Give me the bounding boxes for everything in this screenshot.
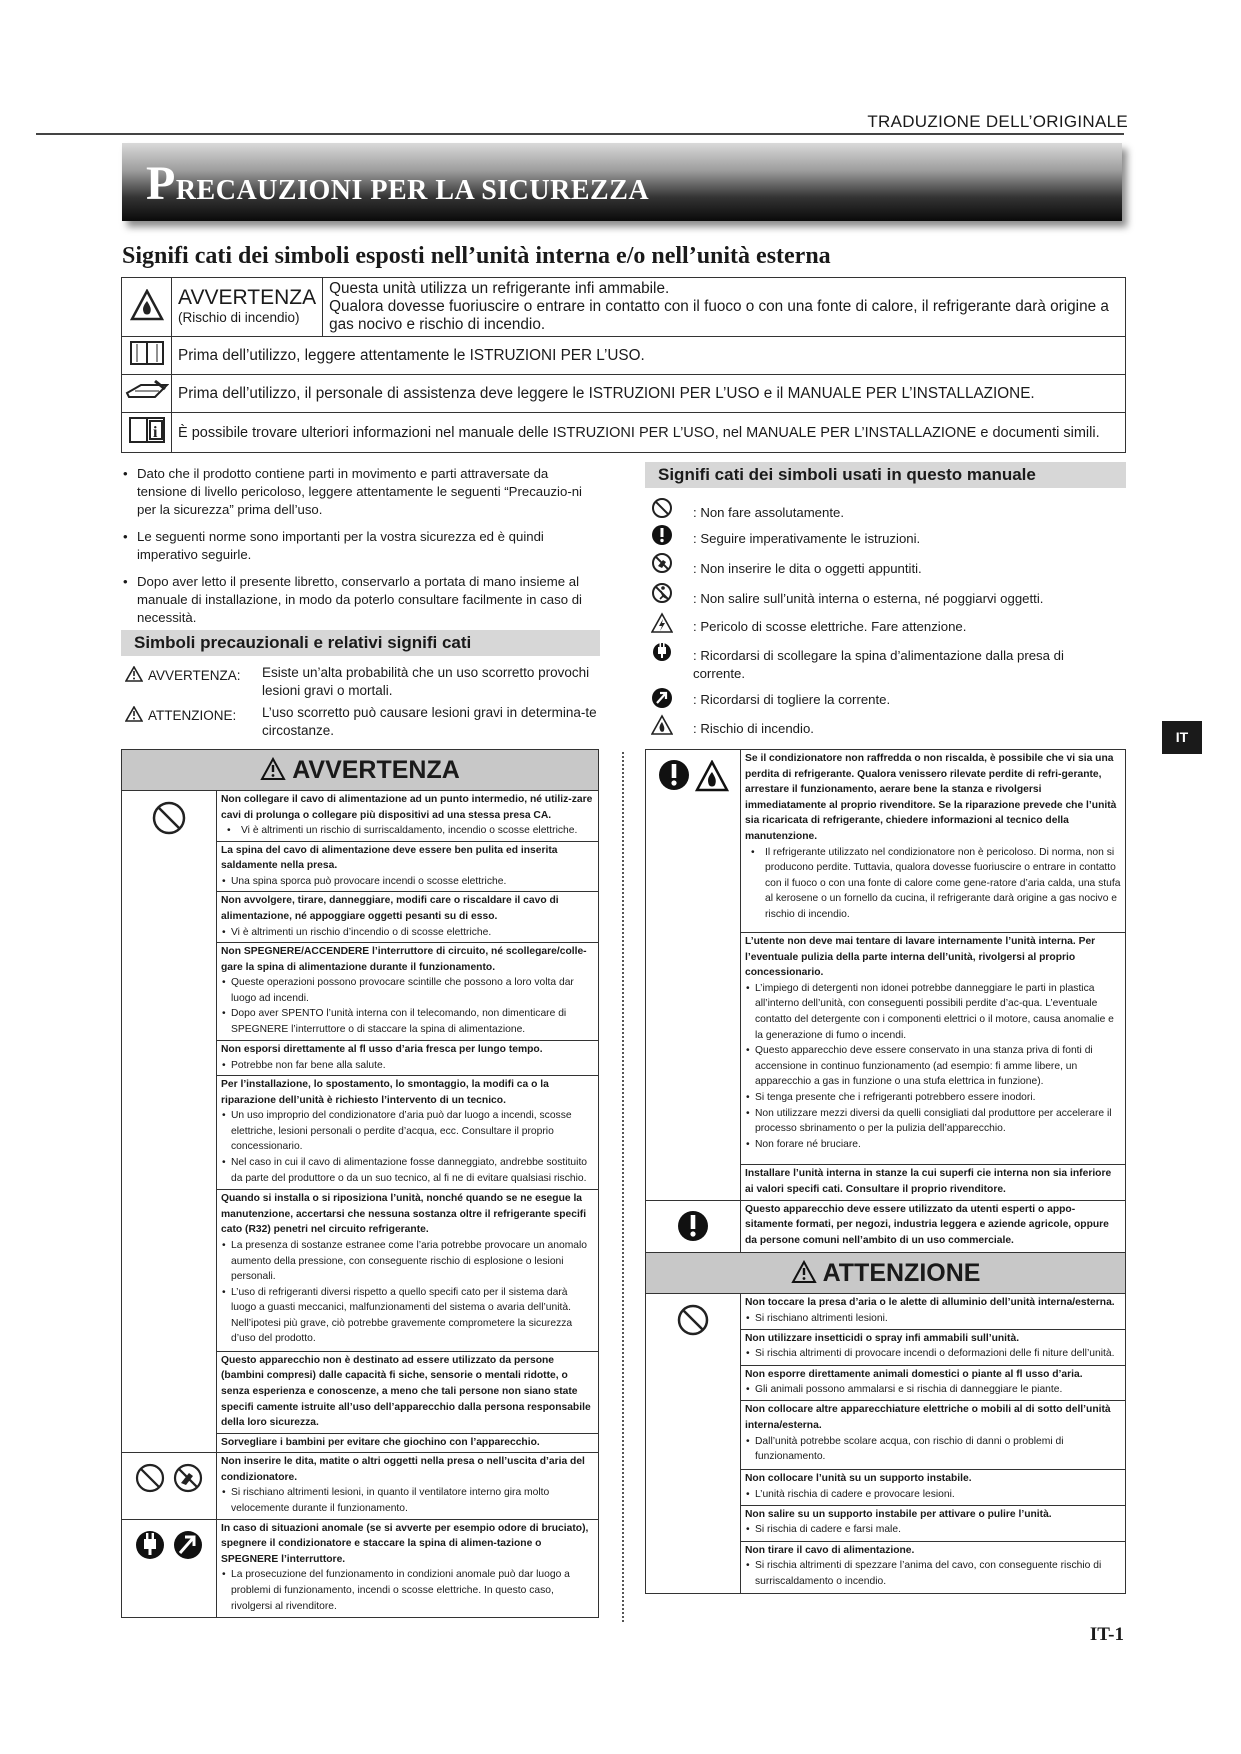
warning-item: Sorvegliare i bambini per evitare che giochino con l’apparecchio.	[217, 1434, 599, 1453]
flame-warning-icon	[651, 714, 677, 736]
service-row: Prima dell’utilizzo, il personale di assistenza deve leggere le ISTRUZIONI PER L’USO e il MANUALE PER L’INSTALLAZIONE.	[172, 375, 1126, 413]
mandatory-icon	[646, 1200, 741, 1252]
manual-row: Prima dell’utilizzo, leggere attentamente le ISTRUZIONI PER L’USO.	[172, 337, 1126, 375]
symbol-table	[121, 277, 1126, 453]
attenzione-meaning: L’uso scorretto può causare lesioni gravi in determina-te circostanze.	[262, 705, 597, 738]
warning-item: Non SPEGNERE/ACCENDERE l’interruttore di circuito, né scollegare/colle-gare la spina di alimentazione durante il funzionamento. • Queste operazioni possono provocare scintille che possono a loro volta dar luogo ad incendi. • Dopo aver SPENTO l’unità interna con il telecomando, non dimenticare di SPEGNERE l’interruttore o di staccare la spina di alimentazione.	[217, 942, 599, 1040]
avvertenza-meaning: Esiste un’alta probabilità che un uso scorretto provochi lesioni gravi o mortali.	[262, 665, 590, 698]
warning-item: Se il condizionatore non raffredda o non riscalda, è possibile che vi sia una perdita di refrigerante. Qualora venissero rilevate perdite di refri-gerante, arrestare il funzionamento, aerare bene la stanza e rivolgersi immediatamente al proprio rivenditore. Se la riparazione prevede che l’unità sia ricaricata di refrigerante, chiedere informazioni al tecnico della manutenzione. • Il refrigerante utilizzato nel condizionatore non è pericoloso. Di norma, non si producono perdite. Tuttavia, qualora dovesse fuoriuscire o entrare in contatto con il fuoco o con una fonte di calore come gene-ratore d’aria calda, una stufa al kerosene o un fornello da cucina, il refrigerante darà origine a gas nocivo e rischio di incendio.	[741, 750, 1126, 933]
title-banner	[122, 143, 1122, 221]
warning-item: Questo apparecchio deve essere utilizzato da utenti esperti o appo-sitamente formati, per negozi, industria leggera e aziende agricole, oppure da persone comuni nell’ambito di un uso commerciale.	[741, 1200, 1126, 1252]
right-warning-table	[645, 749, 1126, 1594]
refrigerant-text: Questa unità utilizza un refrigerante infi ammabile. Qualora dovesse fuoriuscire o entrare in contatto con il fuoco o con una fonte di calore, il refrigerante darà origine a gas nocivo e rischio di incendio.	[323, 278, 1126, 337]
intro-bullets	[123, 465, 598, 636]
warning-item: L’utente non deve mai tentare di lavare internamente l’unità interna. Per l’eventuale pulizia della parte interna dell’unità, rivolgersi al proprio concessionario. • L’impiego di detergenti non idonei potrebbe danneggiare le parti in plastica all’interno dell’unità, con conseguenti possibili perdite d’ac-qua. L’eventuale contatto del detergente con i componenti elettrici o il motore, causa anomalie e la generazione di fumo o incendi. • Questo apparecchio deve essere conservato in una stanza priva di fonti di accensione in continuo funzionamento (ad esempio: fi amme libere, un apparecchio a gas in funzione o una stufa elettrica in funzione). • Si tenga presente che i refrigeranti potrebbero essere inodori. • Non utilizzare mezzi diversi da quelli consigliati dal produttore per accelerare il processo sbrinamento o per la pulizia dell’apparecchio. • Non forare né bruciare.	[741, 932, 1126, 1164]
caution-table-header: ATTENZIONE	[646, 1253, 1126, 1294]
translation-note: TRADUZIONE DELL’ORIGINALE	[867, 112, 1128, 131]
caution-item: Non tirare il cavo di alimentazione. • Si rischia altrimenti di spezzare l’anima del cavo, con conseguente rischio di surriscaldamento o incendio.	[741, 1541, 1126, 1593]
mandatory-icon	[651, 524, 677, 546]
section-title: Signifi cati dei simboli esposti nell’unità interna e/o nell’unità esterna	[122, 243, 831, 269]
caution-item: Non esporre direttamente animali domestici o piante al fl usso d’aria. • Gli animali possono ammalarsi e si rischia di danneggiare le piante.	[741, 1365, 1126, 1401]
warning-item: Non esporsi direttamente al fl usso d’aria fresca per lungo tempo. • Potrebbe non far bene alla salute.	[217, 1041, 599, 1076]
warning-item: Quando si installa o si riposiziona l’unità, nonché quando se ne esegue la manutenzione, accertarsi che nessuna sostanza oltre il refrigerante specifi cato (R32) penetri nel circuito refrigerante. • La presenza di sostanze estranee come l’aria potrebbe provocare un anomalo aumento della pressione, con conseguente rischio di esplosione o lesioni personali. • L’uso di refrigeranti diversi rispetto a quello specifi cato per il sistema darà luogo a guasti meccanici, malfunzionamenti del sistema o avaria dell’unità. Nell’ipotesi più grave, ciò potrebbe gravemente comprometere la sicurezza d’uso del prodotto.	[217, 1190, 599, 1352]
warning-item: Installare l’unità interna in stanze la cui superfi cie interna non sia inferiore ai valori specifi cati. Consultare il proprio rivenditore.	[741, 1164, 1126, 1200]
warning-item: Non inserire le dita, matite o altri oggetti nella presa o nell’uscita d’aria del condizionatore. • Si rischiano altrimenti lesioni, in quanto il ventilatore interno gira molto velocemente durante il funzionamento.	[217, 1453, 599, 1520]
column-divider	[622, 752, 624, 1622]
warning-item: In caso di situazioni anomale (se si avverte per esempio odore di bruciato), spegnere il condizionatore e staccare la spina di alimen-tazione o SPEGNERE l’interruttore. • La prosecuzione del funzionamento in condizioni anomale può dar luogo a problemi di funzionamento, incendi o scosse elettriche. In questo caso, rivolgersi al rivenditore.	[217, 1519, 599, 1617]
no-climbing-icon	[651, 582, 677, 604]
flame-warning-icon	[122, 278, 172, 337]
svg-text:i: i	[152, 424, 157, 441]
list-item: • Le seguenti norme sono importanti per la vostra sicurezza ed è quindi imperativo seguirle.	[123, 528, 598, 564]
attenzione-label: ATTENZIONE:	[148, 708, 237, 723]
avvertenza-label: AVVERTENZA:	[148, 668, 241, 683]
warning-item: Per l’installazione, lo spostamento, lo smontaggio, la modifi ca o la riparazione dell’unità è richiesto l’intervento di un tecnico. • Un uso improprio del condizionatore d’aria può dar luogo a incendi, scosse elettriche, lesioni personali o perdite d’acqua, ecc. Consultare il proprio concessionario. • Nel caso in cui il cavo di alimentazione fosse danneggiato, andrebbe sostituito da parte del produttore o da un suo tecnico, al fi ne di evitare qualsiasi rischio.	[217, 1076, 599, 1190]
caution-item: Non utilizzare insetticidi o spray infi ammabili sull’unità. • Si rischia altrimenti di provocare incendi o deformazioni delle fi niture dell’unità.	[741, 1329, 1126, 1365]
page-title: PRECAUZIONI PER LA SICUREZZA	[146, 157, 650, 210]
language-tab: IT	[1162, 721, 1202, 754]
warning-triangle-icon	[125, 706, 143, 725]
list-item: • Dato che il prodotto contiene parti in movimento e parti attraversate da tensione di livello pericoloso, leggere attentamente le seguenti “Precauzio-ni per la sicurezza” prima dell’uso.	[123, 465, 598, 519]
warning-item: Questo apparecchio non è destinato ad essere utilizzato da persone (bambini compresi) dalle capacità fi siche, sensorie o mentali ridotte, o senza esperienza e conoscenze, a meno che tali persone non siano state specifi camente istruite all’uso dell’apparecchio dalla persona responsabile della loro sicurezza.	[217, 1351, 599, 1433]
header-rule	[36, 133, 1124, 135]
unplug-poweroff-icons	[122, 1519, 217, 1617]
no-fingers-icon	[651, 552, 677, 574]
warning-item: La spina del cavo di alimentazione deve essere ben pulita ed inserita saldamente nella presa. • Una spina sporca può provocare incendi o scosse elettriche.	[217, 841, 599, 892]
no-fingers-icon-pair	[122, 1453, 217, 1520]
info-book-icon	[122, 413, 172, 453]
info-row: È possibile trovare ulteriori informazioni nel manuale delle ISTRUZIONI PER L’USO, nel MANUALE PER L’INSTALLAZIONE e documenti simili.	[172, 413, 1126, 453]
caution-item: Non toccare la presa d’aria o le alette di alluminio dell’unità interna/esterna. • Si rischiano altrimenti lesioni.	[741, 1294, 1126, 1330]
warning-item: Non collegare il cavo di alimentazione ad un punto intermedio, né utiliz-zare cavi di prolunga o collegare più dispositivi ad una stessa presa CA. • Vi è altrimenti un rischio di surriscaldamento, incendio o scosse elettriche.	[217, 791, 599, 842]
warning-triangle-icon	[125, 666, 143, 685]
service-manual-icon	[122, 375, 172, 413]
caution-item: Non salire su un supporto instabile per attivare o pulire l’unità. • Si rischia di cadere e farsi male.	[741, 1505, 1126, 1541]
manual-symbols-header: Signifi cati dei simboli usati in questo manuale	[645, 462, 1126, 488]
warning-table	[121, 749, 599, 1618]
caution-item: Non collocare l’unità su un supporto instabile. • L’unità rischia di cadere e provocare lesioni.	[741, 1470, 1126, 1506]
warning-table-header: AVVERTENZA	[122, 750, 599, 791]
caution-item: Non collocare altre apparecchiature elettriche o mobili al di sotto dell’unità interna/esterna. • Dall’unità potrebbe scolare acqua, con rischio di danni o problemi di funzionamento.	[741, 1401, 1126, 1470]
book-icon	[122, 337, 172, 375]
unplug-icon	[651, 640, 677, 662]
warning-item: Non avvolgere, tirare, danneggiare, modifi care o riscaldare il cavo di alimentazione, né appoggiare oggetti pesanti su di esso. • Vi è altrimenti un rischio d’incendio o di scosse elettriche.	[217, 892, 599, 943]
electric-shock-icon	[651, 612, 677, 634]
precautional-header: Simboli precauzionali e relativi signifi cati	[121, 630, 600, 656]
list-item: • Dopo aver letto il presente libretto, conservarlo a portata di mano insieme al manuale di installazione, in modo da poterlo consultare facilmente in caso di necessità.	[123, 573, 598, 627]
precautional-symbols	[125, 664, 605, 744]
avvertenza-cell: AVVERTENZA (Rischio di incendio)	[172, 278, 323, 337]
prohibition-icon	[651, 497, 677, 519]
page-number: IT-1	[1089, 1624, 1124, 1645]
mandatory-flame-icons	[646, 750, 741, 1201]
prohibition-icon	[122, 791, 217, 1453]
prohibition-icon	[646, 1294, 741, 1594]
power-off-icon	[651, 687, 677, 709]
